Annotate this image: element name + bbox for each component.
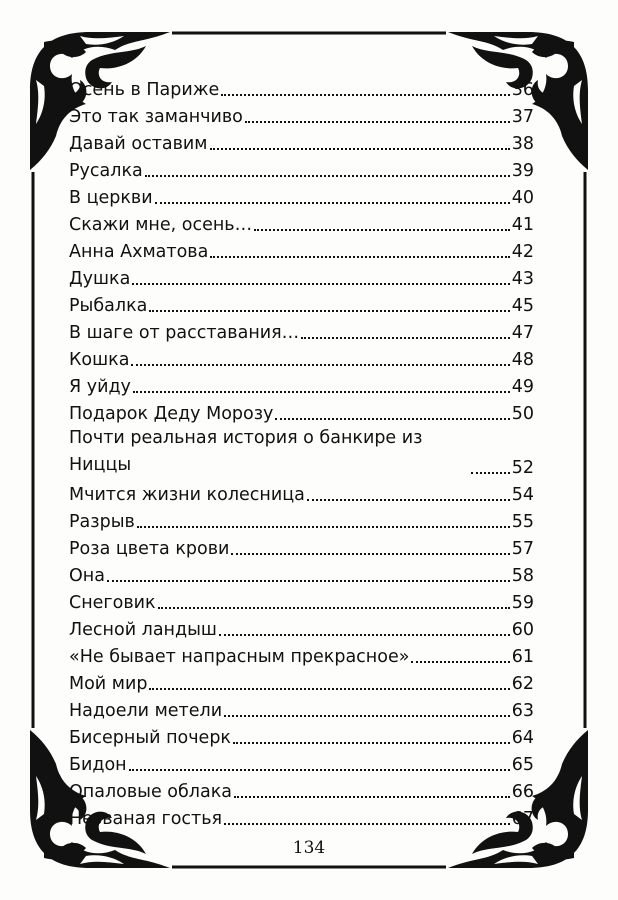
toc-title: Бидон [69, 755, 127, 775]
toc-entry[interactable] [69, 506, 534, 533]
toc-entry[interactable] [69, 668, 534, 695]
toc-title: Снеговик [69, 593, 156, 613]
dot-leader [307, 499, 510, 501]
toc-title: Русалка [69, 161, 143, 181]
toc-title: Душка [69, 269, 131, 289]
dot-leader [234, 796, 510, 798]
toc-page: 39 [511, 161, 534, 181]
toc-entry[interactable] [69, 560, 534, 587]
toc-entry[interactable] [69, 182, 534, 209]
toc-title: Роза цвета крови [69, 539, 230, 559]
toc-title: «Не бывает напрасным прекрасное» [69, 647, 410, 667]
dot-leader [158, 607, 510, 609]
dot-leader [137, 526, 510, 528]
toc-entry[interactable] [69, 344, 534, 371]
dot-leader [149, 310, 509, 312]
toc-entry[interactable] [69, 695, 534, 722]
toc-title: Это так заманчиво [69, 107, 243, 127]
dot-leader [219, 634, 510, 636]
toc-page: 55 [511, 512, 534, 532]
toc-title: Лесной ландыш [69, 620, 217, 640]
toc-page: 43 [511, 269, 534, 289]
toc-page: 42 [511, 242, 534, 262]
dot-leader [149, 688, 509, 690]
dot-leader [411, 661, 509, 663]
dot-leader [224, 823, 510, 825]
dot-leader [131, 364, 509, 366]
toc-entry[interactable] [69, 425, 534, 479]
toc-entry[interactable] [69, 371, 534, 398]
toc-entry[interactable] [69, 101, 534, 128]
toc-title: Она [69, 566, 105, 586]
toc-title: Я уйду [69, 377, 131, 397]
toc-page: 36 [511, 80, 534, 100]
toc-page: 63 [511, 701, 534, 721]
toc-entry[interactable] [69, 614, 534, 641]
toc-title: В шаге от расставания… [69, 323, 300, 343]
toc-entry[interactable] [69, 290, 534, 317]
dot-leader [145, 175, 510, 177]
toc-page: 38 [511, 134, 534, 154]
toc-title: Анна Ахматова [69, 242, 209, 262]
toc-title: Давай оставим [69, 134, 208, 154]
page-number: 134 [292, 838, 326, 858]
toc-title: Опаловые облака [69, 782, 232, 802]
toc-page: 62 [511, 674, 534, 694]
dot-leader [471, 472, 510, 474]
toc-page: 45 [511, 296, 534, 316]
toc-page: 47 [511, 323, 534, 343]
toc-entry[interactable] [69, 641, 534, 668]
toc-entry[interactable] [69, 74, 534, 101]
toc-title: Скажи мне, осень… [69, 215, 253, 235]
toc-page: 52 [511, 458, 534, 478]
toc-entry[interactable] [69, 128, 534, 155]
table-of-contents [69, 74, 534, 830]
toc-title: Мой мир [69, 674, 148, 694]
toc-title: В церкви [69, 188, 153, 208]
toc-page: 65 [511, 755, 534, 775]
toc-page: 66 [511, 782, 534, 802]
toc-page: 61 [511, 647, 534, 667]
dot-leader [245, 121, 510, 123]
toc-entry[interactable] [69, 722, 534, 749]
dot-leader [155, 202, 510, 204]
dot-leader [107, 580, 510, 582]
toc-title: Осень в Париже [69, 80, 220, 100]
toc-title: Незваная гостья [69, 809, 223, 829]
toc-title: Рыбалка [69, 296, 148, 316]
dot-leader [210, 256, 509, 258]
toc-entry[interactable] [69, 398, 534, 425]
toc-page: 67 [511, 809, 534, 829]
toc-page: 40 [511, 188, 534, 208]
toc-title: Кошка [69, 350, 130, 370]
dot-leader [254, 229, 510, 231]
toc-page: 57 [511, 539, 534, 559]
toc-entry[interactable] [69, 263, 534, 290]
dot-leader [210, 148, 510, 150]
toc-page: 60 [511, 620, 534, 640]
toc-title: Надоели метели [69, 701, 223, 721]
toc-entry[interactable] [69, 209, 534, 236]
toc-page: 37 [511, 107, 534, 127]
toc-page: 64 [511, 728, 534, 748]
toc-page: 58 [511, 566, 534, 586]
toc-page: 49 [511, 377, 534, 397]
toc-entry[interactable] [69, 803, 534, 830]
toc-title: Почти реальная история о банкире из Ниццы [69, 428, 423, 475]
toc-entry[interactable] [69, 479, 534, 506]
dot-leader [301, 337, 510, 339]
dot-leader [275, 418, 509, 420]
toc-page: 41 [511, 215, 534, 235]
toc-entry[interactable] [69, 317, 534, 344]
dot-leader [221, 94, 509, 96]
toc-entry[interactable] [69, 533, 534, 560]
dot-leader [231, 553, 509, 555]
toc-page: 59 [511, 593, 534, 613]
toc-entry[interactable] [69, 776, 534, 803]
toc-title: Бисерный почерк [69, 728, 232, 748]
toc-title: Подарок Деду Морозу [69, 404, 274, 424]
dot-leader [132, 283, 509, 285]
dot-leader [133, 391, 510, 393]
toc-entry[interactable] [69, 236, 534, 263]
toc-title: Разрыв [69, 512, 135, 532]
toc-page: 54 [511, 485, 534, 505]
toc-title: Мчится жизни колесница [69, 485, 305, 505]
toc-entry[interactable] [69, 587, 534, 614]
toc-entry[interactable] [69, 155, 534, 182]
toc-page: 48 [511, 350, 534, 370]
dot-leader [233, 742, 510, 744]
toc-page: 50 [511, 404, 534, 424]
dot-leader [129, 769, 510, 771]
toc-entry[interactable] [69, 749, 534, 776]
dot-leader [224, 715, 510, 717]
